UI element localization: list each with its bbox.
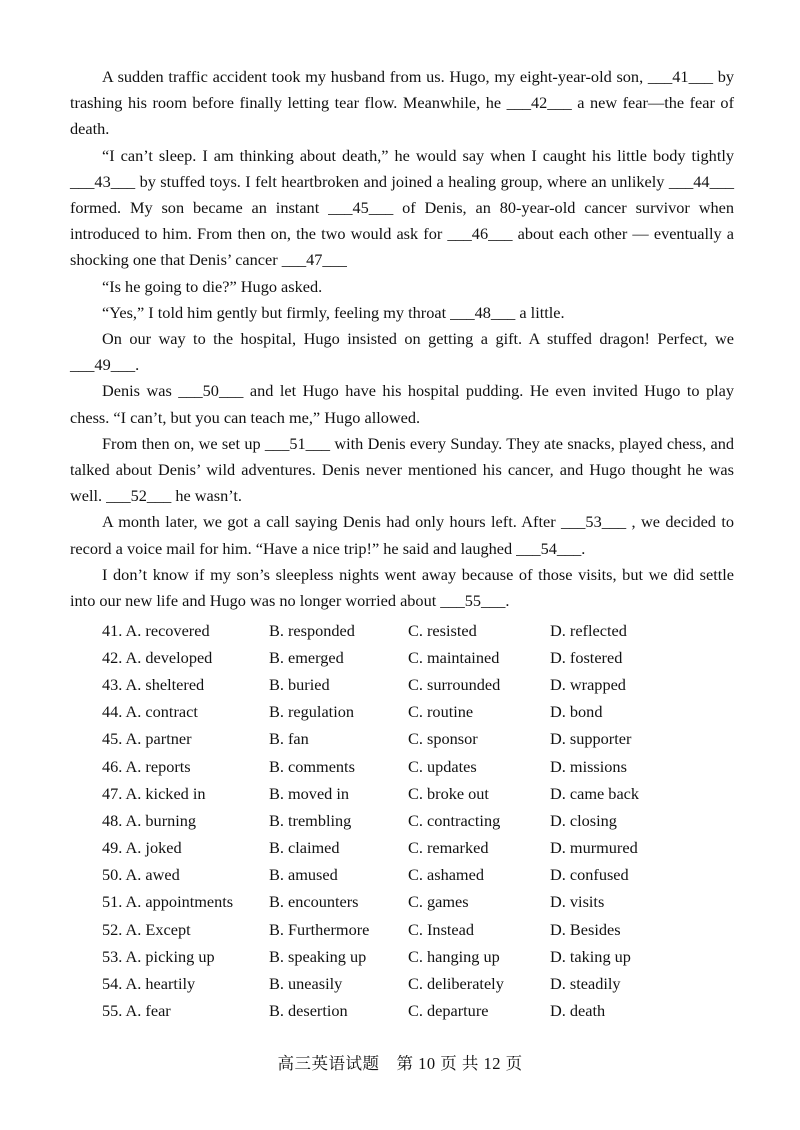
option-43-c: C. surrounded [408,674,501,694]
option-52-c: C. Instead [408,919,475,939]
option-42-b: B. emerged [269,647,344,667]
option-43-a: 43. A. sheltered [102,674,205,694]
option-51-c: C. games [408,892,469,912]
option-46-a: 46. A. reports [102,756,191,776]
option-54-b: B. uneasily [269,974,343,994]
option-41-c: C. resisted [408,620,477,640]
option-55-a: 55. A. fear [102,1001,171,1021]
option-54-d: D. steadily [550,974,621,994]
option-53-b: B. speaking up [269,946,367,966]
option-55-c: C. departure [408,1001,489,1021]
option-row-44 [102,699,722,726]
option-53-a: 53. A. picking up [102,946,215,966]
option-46-d: D. missions [550,756,627,776]
option-47-d: D. came back [550,783,640,803]
option-46-c: C. updates [408,756,477,776]
option-row-46 [102,753,722,780]
option-row-55 [102,998,722,1025]
option-42-c: C. maintained [408,647,500,667]
option-48-d: D. closing [550,810,617,830]
option-42-d: D. fostered [550,647,623,667]
option-49-d: D. murmured [550,838,638,858]
option-row-51 [102,889,722,916]
option-41-a: 41. A. recovered [102,620,210,640]
option-45-b: B. fan [269,729,309,749]
option-53-c: C. hanging up [408,946,500,966]
page-footer: 高三英语试题 第 10 页 共 12 页 [277,1054,523,1073]
option-43-d: D. wrapped [550,674,626,694]
option-47-c: C. broke out [408,783,489,803]
option-42-a: 42. A. developed [102,647,213,667]
option-41-d: D. reflected [550,620,627,640]
option-49-c: C. remarked [408,838,489,858]
option-44-c: C. routine [408,702,474,722]
option-row-41 [102,617,722,644]
option-46-b: B. comments [269,756,355,776]
option-row-50 [102,862,722,889]
option-row-54 [102,970,722,997]
option-54-c: C. deliberately [408,974,504,994]
paragraph-5: On our way to the hospital, Hugo insisted on getting a gift. A stuffed dragon! Perfect, we ___49___. [70,329,734,375]
option-row-48 [102,807,722,834]
option-row-45 [102,726,722,753]
option-49-a: 49. A. joked [102,838,182,858]
option-47-b: B. moved in [269,783,350,803]
option-row-53 [102,943,722,970]
option-51-b: B. encounters [269,892,359,912]
option-50-b: B. amused [269,865,338,885]
option-row-42 [102,644,722,671]
option-52-d: D. Besides [550,919,621,939]
option-47-a: 47. A. kicked in [102,783,206,803]
paragraph-7: From then on, we set up ___51___ with Denis every Sunday. They ate snacks, played chess, and talked about Denis’ wild adventures. Denis never mentioned his cancer, and Hugo thought he was well. ___52___ he wasn’t. [70,433,734,506]
option-50-c: C. ashamed [408,865,484,885]
option-53-d: D. taking up [550,946,631,966]
option-44-a: 44. A. contract [102,702,198,722]
option-row-43 [102,671,722,698]
option-row-52 [102,916,722,943]
option-51-d: D. visits [550,892,605,912]
option-54-a: 54. A. heartily [102,974,196,994]
option-52-a: 52. A. Except [102,919,191,939]
option-44-d: D. bond [550,702,603,722]
answer-options [102,617,722,1025]
option-51-a: 51. A. appointments [102,892,234,912]
option-50-d: D. confused [550,865,629,885]
cloze-passage [70,64,734,614]
option-55-b: B. desertion [269,1001,348,1021]
paragraph-9: I don’t know if my son’s sleepless nights went away because of those visits, but we did settle into our new life and Hugo was no longer worried about ___55___. [70,564,734,611]
option-row-49 [102,835,722,862]
paragraph-3: “Is he going to die?” Hugo asked. [102,276,323,296]
option-41-b: B. responded [269,620,355,640]
option-44-b: B. regulation [269,702,355,722]
option-49-b: B. claimed [269,838,340,858]
option-45-d: D. supporter [550,729,632,749]
option-48-c: C. contracting [408,810,501,830]
paragraph-8: A month later, we got a call saying Denis had only hours left. After ___53___ , we decided to record a voice mail for him. “Have a nice trip!” he said and laughed ___54___. [70,512,734,558]
paragraph-2: “I can’t sleep. I am thinking about death,” he would say when I caught his little body tightly ___43___ by stuffed toys. I felt heartbroken and joined a healing group, where an unlikely ___44___ formed. My son became an instant ___45___ of Denis, an 80-year-old cancer survivor when introduced to him. From then on, the two would ask for ___46___ about each other — eventually a shocking one that Denis’ cancer ___47___ [70,145,734,270]
option-52-b: B. Furthermore [269,919,370,939]
option-45-c: C. sponsor [408,729,478,749]
paragraph-4: “Yes,” I told him gently but firmly, feeling my throat ___48___ a little. [102,302,565,322]
option-row-47 [102,780,722,807]
option-48-b: B. trembling [269,810,352,830]
option-50-a: 50. A. awed [102,865,180,885]
option-45-a: 45. A. partner [102,729,192,749]
option-48-a: 48. A. burning [102,810,197,830]
paragraph-6: Denis was ___50___ and let Hugo have his hospital pudding. He even invited Hugo to play chess. “I can’t, but you can teach me,” Hugo allowed. [70,381,734,427]
paragraph-1: A sudden traffic accident took my husband from us. Hugo, my eight-year-old son, ___41___ by trashing his room before finally letting tear flow. Meanwhile, he ___42___ a new fear—the fear of death. [70,67,734,139]
option-43-b: B. buried [269,674,330,694]
option-55-d: D. death [550,1001,606,1021]
